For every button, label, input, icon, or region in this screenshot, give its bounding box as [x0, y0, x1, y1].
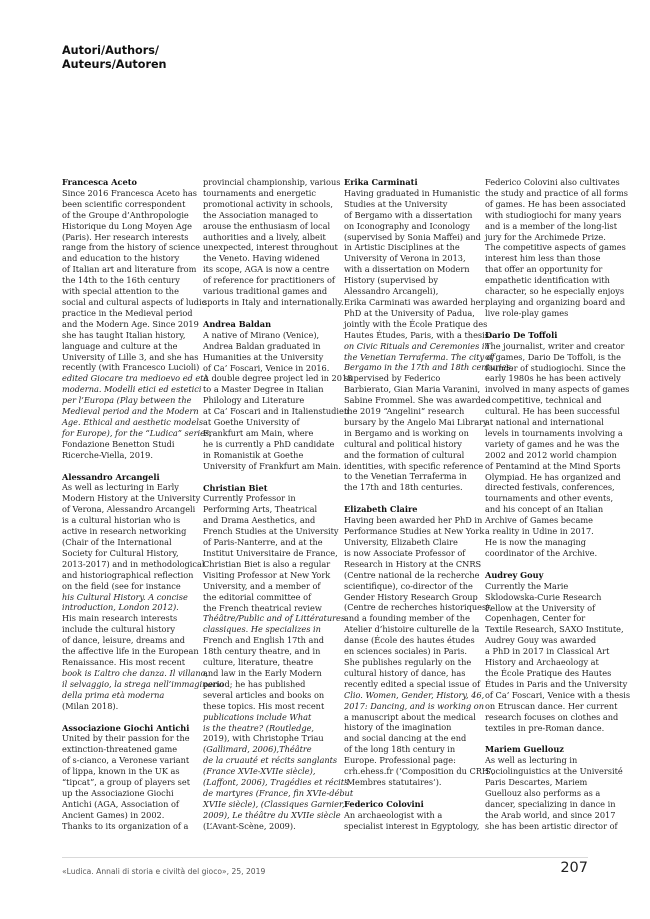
bio-line: the French theatrical review: [203, 602, 322, 613]
bio-line: Currently Professor in: [203, 493, 296, 504]
author-name: Erika Carminati: [344, 177, 418, 187]
bio-line: PhD at the University of Padua,: [344, 307, 475, 318]
bio-line: founder of studiogiochi. Since the: [485, 362, 626, 373]
bio-line: A native of Mirano (Venice),: [203, 329, 320, 340]
bio-line: live role-play games: [485, 307, 569, 318]
bio-line: authorities and a lively, albeit: [203, 231, 326, 242]
author-name: Alessandro Arcangeli: [62, 471, 160, 482]
bio-line: recently edited a special issue of: [344, 678, 481, 689]
bio-line: on the field (see for instance: [62, 580, 181, 591]
bio-line: at Ca’ Foscari and in Italienstudien: [203, 406, 350, 417]
bio-line: Sabine Frommel. She was awarded: [344, 395, 491, 406]
paragraph-gap: [485, 559, 609, 570]
bio-line: the Arab world, and since 2017: [485, 809, 616, 820]
bio-line: culture, literature, theatre: [203, 657, 314, 668]
bio-line: is a cultural historian who is: [62, 515, 181, 526]
paragraph-gap: [203, 308, 327, 319]
bio-line: Sociolinguistics at the Université: [485, 766, 623, 777]
bio-line: promotional activity in schools,: [203, 198, 333, 209]
bio-line: French and English 17th and: [203, 635, 324, 646]
bio-line: (Centre national de la recherche: [344, 569, 480, 580]
paragraph-gap: [485, 319, 609, 330]
bio-line: (supervised by Sonia Maffei) and: [344, 231, 481, 242]
bio-line: its scope, AGA is now a centre: [203, 264, 330, 275]
bio-line: de martyres (France, fin XVIe-début: [203, 787, 354, 798]
bio-line: early 1980s he has been actively: [485, 373, 621, 384]
paragraph-gap: [344, 788, 468, 799]
bio-line: active in research networking: [62, 526, 187, 537]
author-name: Elizabeth Claire: [344, 504, 418, 515]
bio-line: University, Elizabeth Claire: [344, 537, 458, 547]
bio-line: Thanks to its organization of a: [62, 820, 189, 831]
bio-line: the study and practice of all forms: [485, 187, 628, 198]
bio-line: she has been artistic director of: [485, 820, 618, 831]
bio-line: Erika Carminati was awarded her: [344, 296, 485, 307]
bio-line: coordinator of the Archive.: [485, 547, 598, 558]
bio-line: he is currently a PhD candidate: [203, 438, 335, 449]
bio-line: As well as lecturing in: [485, 755, 578, 766]
bio-line: Historique du Long Moyen Age: [62, 220, 192, 231]
bio-line: specialist interest in Egyptology,: [344, 820, 480, 831]
bio-line: up the Associazione Giochi: [62, 787, 174, 798]
bio-line: variety of games and he was the: [485, 438, 620, 449]
author-name: Francesca Aceto: [62, 177, 137, 187]
bio-line: of games. He has been associated: [485, 198, 626, 209]
bio-line: the 17th and 18th centuries.: [344, 482, 463, 493]
bio-line: and the formation of cultural: [344, 449, 465, 460]
bio-line: University of Lille 3, and she has: [62, 351, 199, 362]
bio-line: His main research interests: [62, 613, 178, 624]
text-column-1: [62, 177, 224, 849]
bio-line: Humanities at the University: [203, 351, 324, 362]
bio-line: textiles in pre-Roman dance.: [485, 722, 605, 733]
bio-line: of reference for practitioners of: [203, 275, 335, 286]
bio-line: and historiographical reflection: [62, 569, 194, 580]
bio-line: a manuscript about the medical: [344, 711, 476, 722]
section-heading-line: Autori/Authors/: [62, 44, 159, 57]
bio-line: supervised by Federico: [344, 373, 441, 384]
bio-line: Institut Universitaire de France,: [203, 548, 338, 558]
bio-line: jury for the Archimede Prize.: [485, 231, 606, 242]
bio-line: Medieval period and the Modern: [62, 406, 199, 417]
bio-line: Performing Arts, Theatrical: [203, 504, 318, 515]
author-name: Mariem Guellouz: [485, 744, 564, 755]
bio-line: empathetic identification with: [485, 275, 610, 286]
bio-line: for Europe), for the “Ludica” series,: [62, 427, 212, 438]
bio-line: United by their passion for the: [62, 733, 190, 744]
bio-line: and Drama Aesthetics, and: [203, 515, 316, 526]
bio-line: and the Modern Age. Since 2019: [62, 318, 199, 329]
bio-line: Andrea Baldan graduated in: [203, 340, 321, 351]
bio-line: As well as lecturing in Early: [62, 482, 179, 493]
bio-line: Federico Colovini also cultivates: [485, 177, 620, 187]
bio-line: danse (École des hautes études: [344, 635, 475, 646]
bio-line: provincial championship, various: [203, 177, 341, 187]
bio-line: A double degree project led in 2018: [203, 373, 353, 384]
bio-line: classiques. He specializes in: [203, 624, 321, 635]
bio-line: (Centre de recherches historiques),: [344, 602, 493, 613]
bio-line: on Iconography and Iconology: [344, 220, 470, 231]
author-name: Dario De Toffoli: [485, 329, 558, 340]
text-column-4: [485, 177, 631, 849]
journal-citation: «Ludica. Annali di storia e civiltà del gioco», 25, 2019: [62, 867, 266, 876]
bio-line: publications include What: [203, 711, 312, 722]
bio-line: several articles and books on: [203, 689, 325, 700]
bio-line: 2009), Le théâtre du XVIIe siècle: [203, 809, 341, 820]
bio-line: French Studies at the University: [203, 526, 339, 537]
bio-line: period; he has published: [203, 678, 306, 689]
bio-line: XVIIe siècle), (Classiques Garnier,: [203, 798, 345, 809]
bio-line: Having graduated in Humanistic: [344, 187, 480, 198]
bio-line: his Cultural History. A concise: [62, 591, 188, 602]
bio-line: en sciences sociales) in Paris.: [344, 646, 468, 657]
bio-line: tournaments and energetic: [203, 187, 316, 198]
bio-line: Guellouz also performs as a: [485, 788, 601, 799]
bio-line: of dance, leisure, dreams and: [62, 635, 185, 646]
bio-line: and a founding member of the: [344, 613, 470, 624]
bio-line: ‘Membres statutaires’).: [344, 776, 442, 787]
bio-line: the Association managed to: [203, 209, 319, 220]
bio-line: at national and international: [485, 417, 604, 428]
bio-line: of s-cianco, a Veronese variant: [62, 755, 190, 766]
bio-line: book is L’altro che danza. Il villano,: [62, 667, 209, 678]
bio-line: Having been awarded her PhD in: [344, 515, 483, 526]
bio-line: de la cruauté et récits sanglants: [203, 755, 338, 766]
section-heading-line: Auteurs/Autoren: [62, 57, 167, 71]
bio-line: Audrey Gouy was awarded: [485, 635, 597, 646]
bio-line: the 14th to the 16th century: [62, 275, 180, 286]
bio-line: Textile Research, SAXO Institute,: [485, 624, 624, 635]
bio-line: to the Venetian Terraferma in: [344, 471, 467, 482]
bio-line: and law in the Early Modern: [203, 667, 322, 678]
bio-line: extinction-threatened game: [62, 744, 178, 755]
bio-line: and social dancing at the end: [344, 733, 467, 744]
paragraph-gap: [344, 493, 468, 504]
bio-line: bursary by the Angelo Mai Library: [344, 416, 488, 427]
bio-line: on Civic Rituals and Ceremonies in: [344, 340, 490, 351]
paragraph-gap: [62, 712, 186, 723]
bio-line: (Milan 2018).: [62, 700, 119, 711]
bio-line: character, so he especially enjoys: [485, 286, 625, 297]
bio-line: University of Frankfurt am Main.: [203, 460, 341, 471]
bio-line: is now Associate Professor of: [344, 547, 466, 558]
bio-line: (Laffont, 2006), Tragédies et récits: [203, 777, 349, 788]
bio-line: at Goethe University of: [203, 417, 300, 428]
bio-line: Théâtre/Public and of Littératures: [203, 613, 346, 624]
bio-line: and education to the history: [62, 253, 180, 264]
bio-line: (Gallimard, 2006),Théâtre: [203, 744, 312, 755]
bio-line: with special attention to the: [62, 286, 179, 297]
author-name: Federico Colovini: [344, 798, 424, 809]
bio-line: she has taught Italian history,: [62, 329, 186, 340]
text-column-2: [203, 177, 354, 849]
bio-line: Fondazione Benetton Studi: [62, 438, 175, 449]
bio-line: cultural history of dance, has: [344, 667, 466, 678]
bio-line: with a dissertation on Modern: [344, 264, 470, 275]
bio-line: that offer an opportunity for: [485, 264, 603, 275]
bio-line: The competitive aspects of games: [485, 242, 626, 253]
bio-line: on Etruscan dance. Her current: [485, 700, 618, 711]
bio-line: Performance Studies at New York: [344, 526, 485, 537]
bio-line: Visiting Professor at New York: [203, 569, 331, 580]
bio-line: a reality in Udine in 2017.: [485, 526, 594, 537]
bio-line: to a Master Degree in Italian: [203, 384, 324, 395]
bio-line: Bergamo in the 17th and 18th centuries,: [344, 362, 514, 373]
bio-line: interest him less than those: [485, 253, 601, 264]
bio-line: cultural and political history: [344, 438, 462, 449]
author-name: Christian Biet: [203, 482, 268, 493]
bio-line: Renaissance. His most recent: [62, 656, 186, 667]
bio-line: the École Pratique des Hautes: [485, 667, 612, 678]
bio-line: Atelier d’histoire culturelle de la: [344, 624, 480, 635]
bio-line: Hautes Études, Paris, with a thesis: [344, 329, 489, 340]
bio-line: practice in the Medieval period: [62, 307, 193, 318]
bio-line: 18th century theatre, and in: [203, 646, 321, 657]
bio-line: of Ca’ Foscari, Venice in 2016.: [203, 362, 330, 373]
bio-line: (Paris). Her research interests: [62, 231, 189, 242]
bio-line: Frankfurt am Main, where: [203, 427, 314, 438]
bio-line: playing and organizing board and: [485, 296, 626, 307]
bio-line: Christian Biet is also a regular: [203, 558, 331, 569]
author-name: Audrey Gouy: [485, 569, 544, 580]
bio-line: these topics. His most recent: [203, 700, 325, 711]
bio-line: in Romanistik at Goethe: [203, 449, 304, 460]
bio-line: of Italian art and literature from: [62, 264, 197, 275]
bio-line: of Ca’ Foscari, Venice with a thesis: [485, 689, 631, 700]
bio-line: sports in Italy and internationally.: [203, 296, 344, 307]
author-name: Associazione Giochi Antichi: [62, 722, 190, 733]
bio-line: unexpected, interest throughout: [203, 242, 338, 253]
bio-line: history of the imagination: [344, 722, 452, 733]
bio-line: in Bergamo and is working on: [344, 427, 469, 438]
bio-line: arouse the enthusiasm of local: [203, 220, 331, 231]
bio-line: An archaeologist with a: [344, 809, 443, 820]
bio-line: Ricerche-Viella, 2019.: [62, 449, 153, 460]
bio-line: The journalist, writer and creator: [485, 340, 625, 351]
bio-line: and is a member of the long-list: [485, 220, 618, 231]
bio-line: jointly with the École Pratique des: [344, 318, 488, 329]
bio-line: Research in History at the CNRS: [344, 558, 482, 569]
bio-line: is the theatre? (Routledge,: [203, 722, 315, 733]
bio-line: Modern History at the University: [62, 493, 201, 504]
bio-line: of the long 18th century in: [344, 744, 456, 755]
bio-line: Gender History Research Group: [344, 591, 478, 602]
page-number: 207: [560, 860, 588, 876]
bio-line: involved in many aspects of games: [485, 384, 630, 395]
bio-line: She publishes regularly on the: [344, 656, 472, 667]
section-heading: [62, 44, 167, 71]
author-name: Andrea Baldan: [203, 318, 272, 329]
bio-line: of lippa, known in the UK as: [62, 766, 180, 777]
bio-line: and his concept of an Italian: [485, 504, 604, 515]
bio-line: Antichi (AGA, Association of: [62, 798, 179, 809]
bio-line: Currently the Marie: [485, 580, 569, 591]
bio-line: cultural. He has been successful: [485, 406, 620, 417]
bio-line: language and culture at the: [62, 340, 178, 351]
bio-line: Since 2016 Francesca Aceto has: [62, 187, 197, 198]
bio-line: (L’Avant-Scène, 2009).: [203, 820, 296, 831]
bio-line: directed festivals, conferences,: [485, 482, 615, 493]
bio-line: include the cultural history: [62, 624, 175, 635]
bio-line: the 2019 “Angelini” research: [344, 406, 465, 417]
bio-line: range from the history of science: [62, 242, 200, 253]
bio-line: (Chair of the International: [62, 537, 172, 547]
bio-line: of games, Dario De Toffoli, is the: [485, 351, 621, 362]
bio-line: Paris Descartes, Mariem: [485, 777, 588, 788]
bio-line: Age. Ethical and aesthetic models: [62, 416, 204, 427]
bio-line: University of Verona in 2013,: [344, 253, 466, 264]
bio-line: Copenhagen, Center for: [485, 613, 586, 624]
bio-line: dancer, specializing in dance in: [485, 798, 616, 809]
bio-line: recently (with Francesco Lucioli): [62, 362, 200, 373]
bio-line: introduction, London 2012).: [62, 602, 179, 613]
bio-line: 2002 and 2012 world champion: [485, 449, 617, 460]
bio-line: the Venetian Terraferma. The city of: [344, 351, 495, 362]
bio-line: Society for Cultural History,: [62, 547, 179, 558]
bio-line: a PhD in 2017 in Classical Art: [485, 646, 610, 657]
bio-line: per l’Europa (Play between the: [62, 395, 192, 406]
paragraph-gap: [485, 733, 609, 744]
bio-line: moderna. Modelli etici ed estetici: [62, 384, 202, 395]
bio-line: Philology and Literature: [203, 395, 305, 406]
bio-line: della prima età moderna: [62, 689, 165, 700]
bio-line: with studiogiochi for many years: [485, 209, 622, 220]
bio-line: Études in Paris and the University: [485, 678, 628, 689]
text-column-3: [344, 177, 514, 849]
bio-line: Clio. Women, Gender, History, 46,: [344, 689, 485, 700]
bio-line: research focuses on clothes and: [485, 711, 619, 722]
bio-line: of Bergamo with a dissertation: [344, 209, 473, 220]
paragraph-gap: [203, 472, 327, 483]
bio-line: of Paris-Nanterre, and at the: [203, 537, 323, 548]
footer-divider: [62, 857, 588, 858]
bio-line: Studies at the University: [344, 198, 448, 209]
bio-line: University, and a member of: [203, 580, 321, 591]
bio-line: Alessandro Arcangeli),: [344, 286, 439, 297]
bio-line: History (supervised by: [344, 275, 438, 286]
bio-line: scientifique), co-director of the: [344, 580, 473, 591]
bio-line: been scientific correspondent: [62, 198, 186, 209]
bio-line: of the Groupe d’Anthropologie: [62, 209, 189, 220]
bio-line: Sklodowska-Curie Research: [485, 591, 602, 602]
bio-line: of Verona, Alessandro Arcangeli: [62, 504, 196, 515]
bio-line: in Artistic Disciplines at the: [344, 242, 460, 253]
bio-line: il selvaggio, la strega nell’immaginario: [62, 678, 224, 689]
bio-line: Europe. Professional page:: [344, 755, 456, 766]
bio-line: Ancient Games) in 2002.: [62, 809, 165, 820]
bio-line: – competitive, technical and: [485, 395, 602, 406]
bio-line: of Pentamind at the Mind Sports: [485, 460, 621, 471]
bio-line: 2019), with Christophe Triau: [203, 733, 324, 744]
bio-line: social and cultural aspects of ludic: [62, 296, 207, 307]
bio-line: tournaments and other events,: [485, 493, 614, 504]
bio-line: Olympiad. He has organized and: [485, 471, 621, 482]
bio-line: edited Giocare tra medioevo ed età: [62, 373, 209, 384]
bio-line: the editorial committee of: [203, 591, 312, 602]
bio-line: levels in tournaments involving a: [485, 427, 623, 438]
bio-line: History and Archaeology at: [485, 657, 599, 668]
bio-line: He is now the managing: [485, 537, 587, 547]
bio-line: the affective life in the European: [62, 646, 199, 657]
bio-line: Barbierato, Gian Maria Varanini,: [344, 384, 481, 395]
bio-line: 2017: Dancing, and is working on: [344, 700, 485, 711]
bio-line: identities, with specific reference: [344, 460, 484, 471]
bio-line: 2013-2017) and in methodological: [62, 558, 205, 569]
paragraph-gap: [62, 461, 186, 472]
bio-line: various traditional games and: [203, 286, 328, 297]
bio-line: crh.ehess.fr (‘Composition du CRH’,: [344, 766, 495, 777]
bio-line: Archive of Games became: [485, 515, 593, 526]
bio-line: Fellow at the University of: [485, 602, 596, 613]
bio-line: the Veneto. Having widened: [203, 253, 320, 264]
bio-line: “tipcat”, a group of players set: [62, 777, 190, 788]
bio-line: (France XVIe-XVIIe siècle),: [203, 766, 316, 777]
